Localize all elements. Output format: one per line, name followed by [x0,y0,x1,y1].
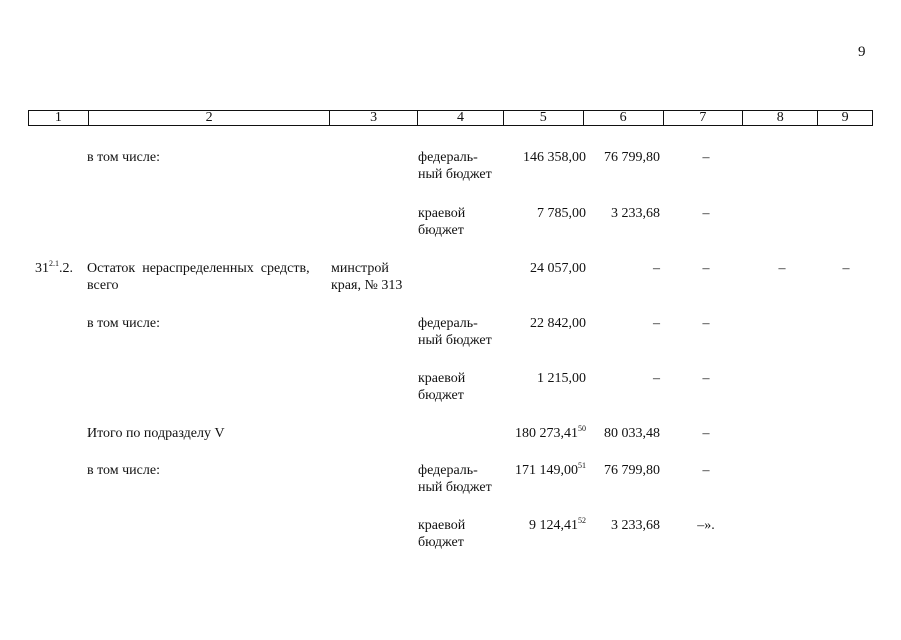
row-name: Итого по подразделу V [87,426,225,441]
row-value-col7: – [702,316,710,331]
row-value-col7: – [702,261,710,276]
row-value-col8: – [778,261,786,276]
row-name: в том числе: [87,150,160,165]
row-funding-source: федераль- ный бюджет [418,316,492,348]
row-value-col5: 7 785,00 [537,206,586,221]
header-col-8: 8 [743,111,818,125]
row-number: $31^{2.1}.2$. [35,259,73,276]
row-value-col5: 146 358,00 [523,150,586,165]
table-header [28,110,873,126]
row-value-col6: – [653,316,660,331]
header-col-5: 5 [504,111,584,125]
row-value-col5: 180 273,41$^{50}$ [515,424,586,441]
row-value-col6: 76 799,80 [604,463,660,478]
row-value-col5: 1 215,00 [537,371,586,386]
row-value-col6: 80 033,48 [604,426,660,441]
header-col-1: 1 [29,111,89,125]
page-number: 9 [858,44,866,60]
header-col-3: 3 [330,111,418,125]
row-value-col5: 22 842,00 [530,316,586,331]
row-value-col7: –». [697,518,715,533]
row-value-col7: – [702,371,710,386]
row-value-col6: 3 233,68 [611,518,660,533]
row-value-col6: 3 233,68 [611,206,660,221]
row-value-col5: 171 149,00$^{51}$ [515,461,586,478]
row-value-col6: – [653,261,660,276]
row-name: Остаток нераспределенных средств, всего [87,261,310,293]
row-value-col7: – [702,463,710,478]
row-value-col9: – [842,261,850,276]
row-value-col5: 24 057,00 [530,261,586,276]
row-name: в том числе: [87,463,160,478]
header-col-2: 2 [89,111,330,125]
header-col-4: 4 [418,111,504,125]
row-funding-source: краевой бюджет [418,206,466,238]
row-funding-source: федераль- ный бюджет [418,463,492,495]
header-col-9: 9 [841,110,849,125]
row-funding-source: краевой бюджет [418,371,466,403]
row-funding-source: краевой бюджет [418,518,466,550]
row-value-col7: – [702,206,710,221]
row-funding-source: федераль- ный бюджет [418,150,492,182]
row-value-col7: – [702,426,710,441]
row-name: в том числе: [87,316,160,331]
row-value-col7: – [702,150,710,165]
row-value-col6: – [653,371,660,386]
row-value-col6: 76 799,80 [604,150,660,165]
row-value-col5: 9 124,41$^{52}$ [529,516,586,533]
row-organization: минстрой края, № 313 [331,261,403,293]
header-col-7: 7 [664,111,744,125]
header-col-6: 6 [584,111,664,125]
